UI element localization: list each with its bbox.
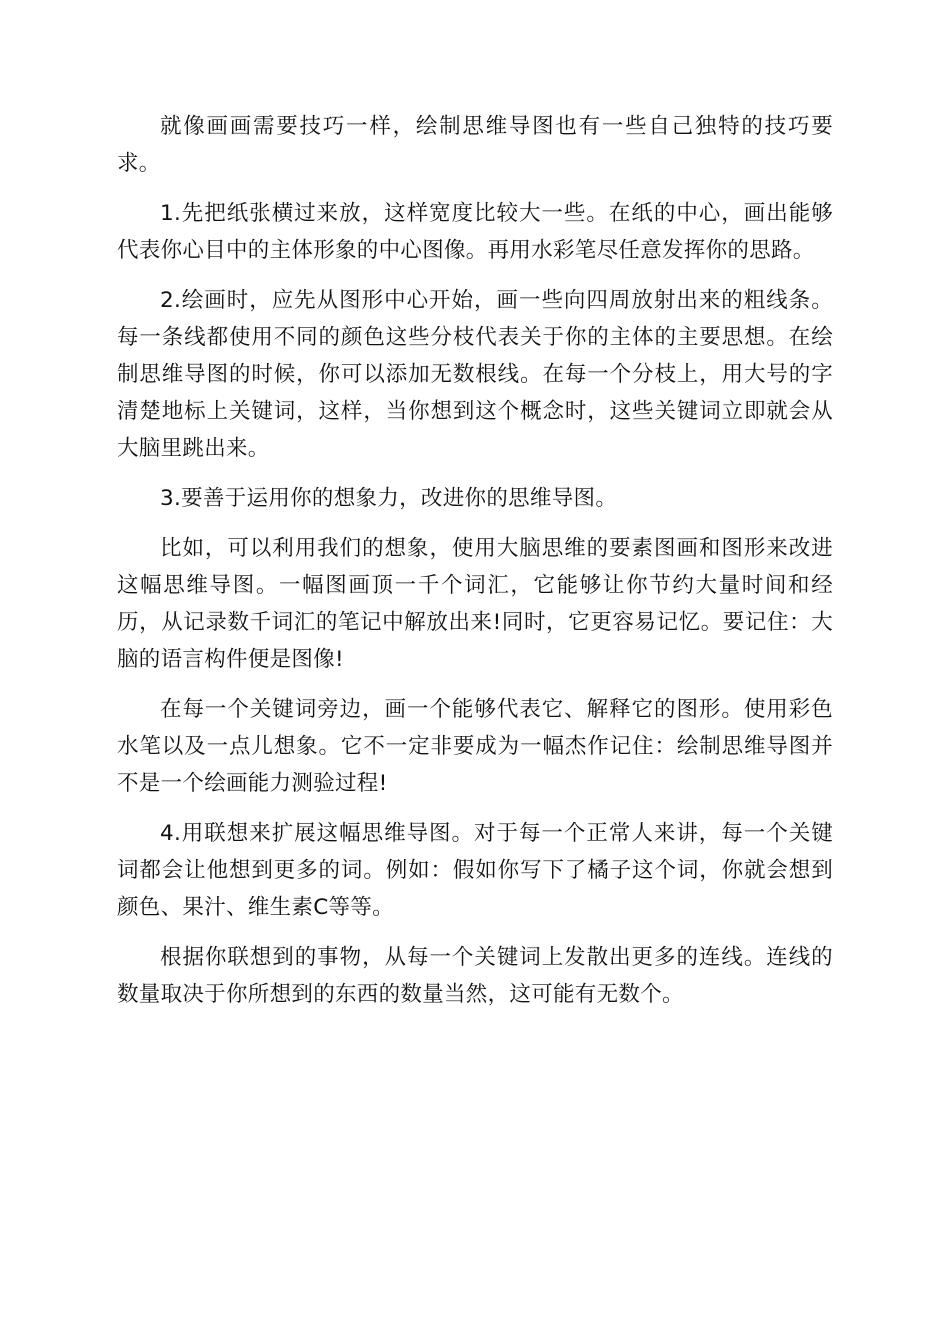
paragraph-step-4: 4.用联想来扩展这幅思维导图。对于每一个正常人来讲，每一个关键词都会让他想到更多的词。例如：假如你写下了橘子这个词，你就会想到颜色、果汁、维生素C等等。 — [117, 821, 833, 920]
paragraph-conclusion: 根据你联想到的事物，从每一个关键词上发散出更多的连线。连线的数量取决于你所想到的东西的数量当然，这可能有无数个。 — [117, 945, 833, 1007]
paragraph-intro: 就像画画需要技巧一样，绘制思维导图也有一些自己独特的技巧要求。 — [117, 114, 833, 176]
paragraph-example: 比如，可以利用我们的想象，使用大脑思维的要素图画和图形来改进这幅思维导图。一幅图画顶一千个词汇，它能够让你节约大量时间和经历，从记录数千词汇的笔记中解放出来!同时，它更容易记忆。要记住：大脑的语言构件便是图像! — [117, 536, 833, 672]
document-page — [117, 108, 833, 1026]
paragraph-step-1: 1.先把纸张横过来放，这样宽度比较大一些。在纸的中心，画出能够代表你心目中的主体形象的中心图像。再用水彩笔尽任意发挥你的思路。 — [117, 201, 833, 263]
paragraph-step-3: 3.要善于运用你的想象力，改进你的思维导图。 — [160, 486, 618, 511]
paragraph-drawing-tip: 在每一个关键词旁边，画一个能够代表它、解释它的图形。使用彩色水笔以及一点儿想象。它不一定非要成为一幅杰作记住：绘制思维导图并不是一个绘画能力测验过程! — [117, 697, 833, 796]
paragraph-step-2: 2.绘画时，应先从图形中心开始，画一些向四周放射出来的粗线条。每一条线都使用不同的颜色这些分枝代表关于你的主体的主要思想。在绘制思维导图的时候，你可以添加无数根线。在每一个分枝上，用大号的字清楚地标上关键词，这样，当你想到这个概念时，这些关键词立即就会从大脑里跳出来。 — [117, 288, 833, 461]
